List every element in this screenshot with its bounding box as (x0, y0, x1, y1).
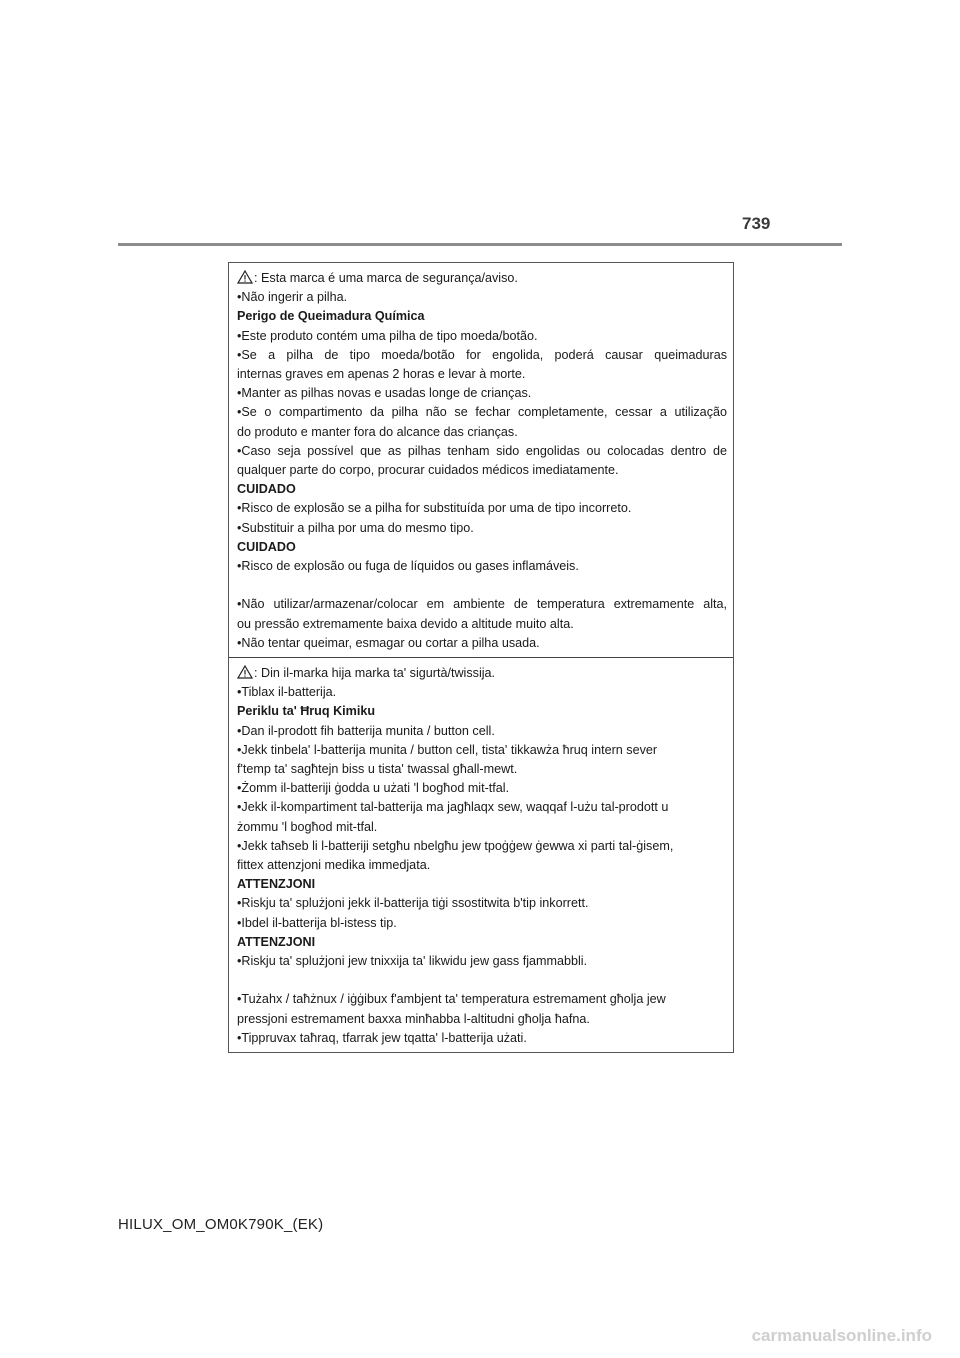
text-line: •Não utilizar/armazenar/colocar em ambiente de temperatura extremamente alta, (237, 597, 727, 612)
maltese-section (229, 657, 733, 1053)
text-line: •Riskju ta' splużjoni jekk il-batterija tiġi ssostitwita b'tip inkorrett. (237, 896, 589, 911)
header-rule (118, 243, 842, 246)
text-line: •Não tentar queimar, esmagar ou cortar a pilha usada. (237, 635, 540, 650)
warning-mark-text: : Din il-marka hija marka ta' sigurtà/twissija. (254, 666, 496, 681)
page-number: 739 (742, 214, 771, 233)
text-line: •Dan il-prodott fih batterija munita / button cell. (237, 723, 495, 738)
text-line: do produto e manter fora do alcance das crianças. (237, 424, 518, 439)
warning-line (237, 664, 727, 683)
warning-mark-text: : Esta marca é uma marca de segurança/aviso. (254, 271, 518, 285)
text-line: •Se a pilha de tipo moeda/botão for engolida, poderá causar queimaduras (237, 347, 727, 362)
text-line: •Jekk tinbela' l-batterija munita / button cell, tista' tikkawża ħruq intern sever (237, 742, 658, 757)
text-line: •Żomm il-batteriji ġodda u użati 'l bogħod mit-tfal. (237, 781, 510, 796)
text-line: internas graves em apenas 2 horas e levar à morte. (237, 367, 526, 382)
text-line: •Riskju ta' splużjoni jew tnixxija ta' likwidu jew gass fjammabbli. (237, 954, 588, 969)
text-line: •Substituir a pilha por uma do mesmo tipo. (237, 520, 474, 535)
portuguese-section (229, 263, 733, 657)
text-line: ou pressão extremamente baixa devido a altitude muito alta. (237, 616, 574, 631)
warning-line (237, 269, 727, 288)
text-line: fittex attenzjoni medika immedjata. (237, 858, 431, 873)
text-line: qualquer parte do corpo, procurar cuidados médicos imediatamente. (237, 463, 619, 478)
text-line: •Tużahx / taħżnux / iġġibux f'ambjent ta' temperatura estremament għolja jew (237, 992, 666, 1007)
heading: Periklu ta' Ħruq Kimiku (237, 704, 376, 719)
text-line: •Tippruvax taħraq, tfarrak jew tqatta' l-batterija użati. (237, 1030, 527, 1045)
warning-triangle-icon (237, 270, 253, 284)
text-line: pressjoni estremament baxxa minħabba l-altitudni għolja ħafna. (237, 1011, 590, 1026)
text-line: •Risco de explosão ou fuga de líquidos ou gases inflamáveis. (237, 559, 579, 574)
text-line: •Manter as pilhas novas e usadas longe de crianças. (237, 386, 532, 401)
watermark: carmanualsonline.info (751, 1326, 932, 1345)
text-line: •Jekk taħseb li l-batteriji setgħu nbelgħu jew tpoġġew ġewwa xi parti tal-ġisem, (237, 838, 674, 853)
text-line: •Tiblax il-batterija. (237, 685, 337, 700)
heading: CUIDADO (237, 539, 296, 554)
text-line: •Este produto contém uma pilha de tipo moeda/botão. (237, 328, 538, 343)
text-line: •Se o compartimento da pilha não se fechar completamente, cessar a utilização (237, 405, 727, 420)
heading: Perigo de Queimadura Química (237, 309, 425, 324)
footer-code: HILUX_OM_OM0K790K_(EK) (118, 1216, 324, 1233)
text-line: •Caso seja possível que as pilhas tenham sido engolidas ou colocadas dentro de (237, 443, 727, 458)
text-line: f'temp ta' sagħtejn biss u tista' twassal għall-mewt. (237, 762, 518, 777)
blank-line (237, 971, 727, 990)
text-line: •Não ingerir a pilha. (237, 290, 348, 305)
blank-line (237, 576, 727, 595)
warning-triangle-icon (237, 665, 253, 679)
scanned-warning-box (228, 262, 734, 1053)
text-line: •Ibdel il-batterija bl-istess tip. (237, 915, 397, 930)
heading: ATTENZJONI (237, 934, 316, 949)
text-line: żommu 'l bogħod mit-tfal. (237, 819, 378, 834)
heading: CUIDADO (237, 482, 296, 497)
text-line: •Jekk il-kompartiment tal-batterija ma jagħlaqx sew, waqqaf l-użu tal-prodott u (237, 800, 669, 815)
text-line: •Risco de explosão se a pilha for substituída por uma de tipo incorreto. (237, 501, 632, 516)
heading: ATTENZJONI (237, 877, 316, 892)
